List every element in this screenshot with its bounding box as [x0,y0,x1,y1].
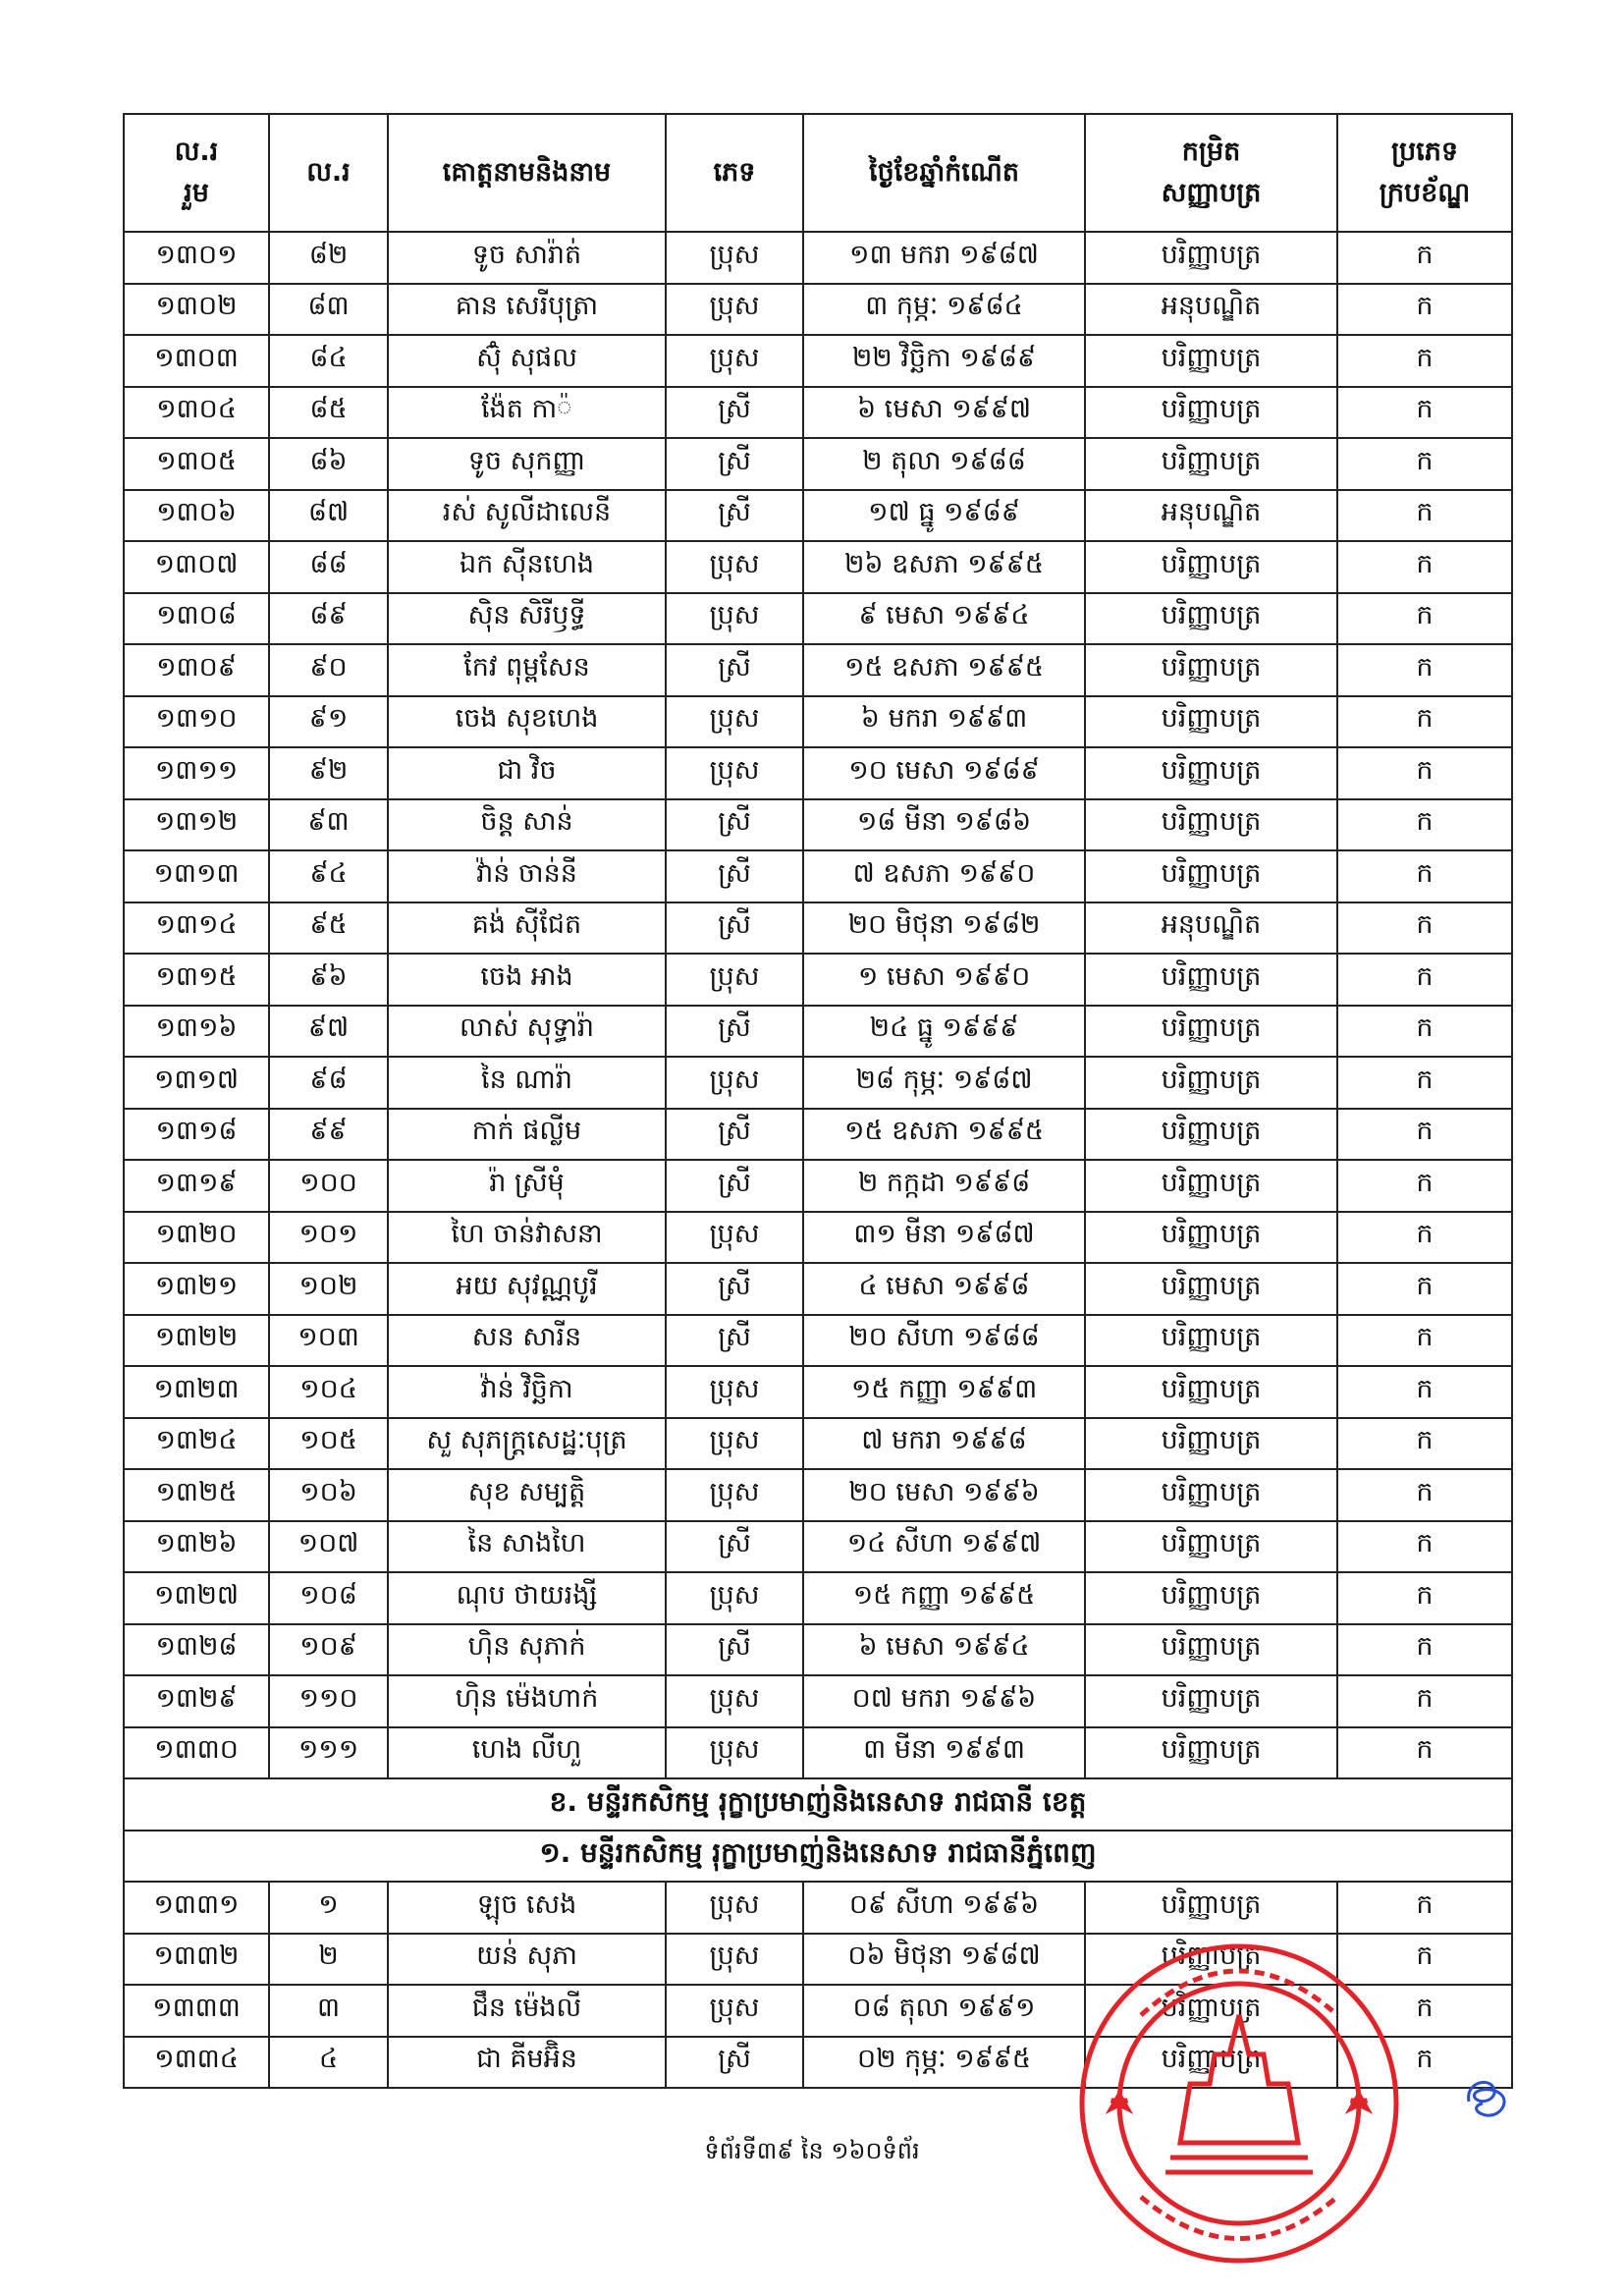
cell-no: ១០៦ [269,1469,388,1521]
table-row [124,1212,1512,1264]
cell-degree: បរិញ្ញាបត្រ [1085,1263,1337,1315]
cell-degree: បរិញ្ញាបត្រ [1085,1675,1337,1727]
table-row [124,232,1512,284]
cell-framework: ក [1337,1418,1512,1470]
cell-birth-date: ០៨ តុលា ១៩៩១ [803,1985,1085,2037]
cell-sex: ស្រី [666,850,803,902]
cell-sex: ប្រុស [666,1934,803,1986]
cell-birth-date: ៦ មករា ១៩៩៣ [803,696,1085,748]
table-row [124,1109,1512,1161]
cell-degree: បរិញ្ញាបត្រ [1085,1882,1337,1934]
cell-name: ហៃ ចាន់វាសនា [388,1212,666,1264]
cell-degree: អនុបណ្ឌិត [1085,284,1337,336]
cell-degree: បរិញ្ញាបត្រ [1085,1572,1337,1624]
cell-birth-date: ០៧ មករា ១៩៩៦ [803,1675,1085,1727]
cell-name: សួ សុភក្រ្តសេដ្ឋៈបុត្រ [388,1418,666,1470]
cell-name: ចេង សុខហេង [388,696,666,748]
cell-birth-date: ៧ មករា ១៩៩៨ [803,1418,1085,1470]
cell-framework: ក [1337,387,1512,439]
cell-overall-no: ១៣៣១ [124,1882,269,1934]
cell-framework: ក [1337,1521,1512,1573]
cell-birth-date: ៦ មេសា ១៩៩៤ [803,1624,1085,1676]
cell-sex: ស្រី [666,799,803,851]
cell-sex: ប្រុស [666,284,803,336]
cell-name: លាស់ សុទ្ធារ៉ា [388,1006,666,1058]
cell-degree: បរិញ្ញាបត្រ [1085,696,1337,748]
cell-name: ហេង លីហួ [388,1727,666,1779]
cell-name: កាក់ ផល្លីម [388,1109,666,1161]
cell-birth-date: ៧ ឧសភា ១៩៩០ [803,850,1085,902]
cell-degree: បរិញ្ញាបត្រ [1085,644,1337,696]
cell-sex: ប្រុស [666,1469,803,1521]
cell-overall-no: ១៣៣៣ [124,1985,269,2037]
cell-overall-no: ១៣២៣ [124,1366,269,1418]
section-row-sub [124,1831,1512,1883]
table-row [124,1418,1512,1470]
cell-sex: ស្រី [666,1109,803,1161]
cell-overall-no: ១៣៣៤ [124,2037,269,2089]
cell-overall-no: ១៣១៧ [124,1057,269,1109]
cell-birth-date: ១៤ សីហា ១៩៩៧ [803,1521,1085,1573]
table-row [124,541,1512,593]
cell-sex: ប្រុស [666,1675,803,1727]
cell-no: ១១០ [269,1675,388,1727]
cell-degree: បរិញ្ញាបត្រ [1085,1418,1337,1470]
cell-framework: ក [1337,1006,1512,1058]
table-row [124,1469,1512,1521]
table-row [124,1572,1512,1624]
cell-birth-date: ១៥ ឧសភា ១៩៩៥ [803,644,1085,696]
cell-framework: ក [1337,799,1512,851]
cell-no: ៩៣ [269,799,388,851]
cell-birth-date: ៣ កុម្ភៈ ១៩៨៤ [803,284,1085,336]
cell-name: ជា គីមអ៊ិន [388,2037,666,2089]
cell-birth-date: ៣១ មីនា ១៩៨៧ [803,1212,1085,1264]
cell-overall-no: ១៣១៨ [124,1109,269,1161]
cell-framework: ក [1337,747,1512,799]
cell-no: ៩០ [269,644,388,696]
cell-degree: បរិញ្ញាបត្រ [1085,954,1337,1006]
cell-overall-no: ១៣០៤ [124,387,269,439]
cell-framework: ក [1337,1882,1512,1934]
table-row [124,1366,1512,1418]
cell-no: ៨៨ [269,541,388,593]
cell-birth-date: ៦ មេសា ១៩៩៧ [803,387,1085,439]
header-birth-date: ថ្ងៃខែឆ្នាំកំណើត [803,114,1085,232]
cell-name: គង់ ស៊ីជែត [388,902,666,955]
cell-sex: ស្រី [666,1263,803,1315]
cell-framework: ក [1337,1057,1512,1109]
cell-overall-no: ១៣៣២ [124,1934,269,1986]
cell-sex: ប្រុស [666,335,803,387]
cell-sex: ប្រុស [666,696,803,748]
table-row [124,1006,1512,1058]
cell-framework: ក [1337,232,1512,284]
cell-sex: ស្រី [666,438,803,490]
cell-no: ៨៦ [269,438,388,490]
signature-initials [1461,2072,1516,2125]
cell-no: ១០៧ [269,1521,388,1573]
cell-degree: បរិញ្ញាបត្រ [1085,438,1337,490]
cell-birth-date: ១៥ ឧសភា ១៩៩៥ [803,1109,1085,1161]
cell-framework: ក [1337,902,1512,955]
table-row [124,1263,1512,1315]
cell-no: ៨៩ [269,593,388,645]
cell-degree: អនុបណ្ឌិត [1085,902,1337,955]
cell-no: ៨៥ [269,387,388,439]
cell-overall-no: ១៣១៤ [124,902,269,955]
cell-degree: បរិញ្ញាបត្រ [1085,1057,1337,1109]
cell-name: ស៊ិន សិរីឫទ្ធី [388,593,666,645]
page-number: ទំព័រទី៣៩ នៃ ១៦០ទំព័រ [704,2137,920,2164]
cell-sex: ប្រុស [666,954,803,1006]
cell-name: ង៉ែត កា៉ [388,387,666,439]
cell-name: ទូច សុកញ្ញា [388,438,666,490]
cell-no: ១០១ [269,1212,388,1264]
cell-framework: ក [1337,1160,1512,1212]
cell-framework: ក [1337,2037,1512,2089]
cell-framework: ក [1337,1624,1512,1676]
cell-no: ៩៥ [269,902,388,955]
angkor-temple-icon [1180,2015,1298,2143]
cell-degree: បរិញ្ញាបត្រ [1085,1315,1337,1367]
cell-name: ចេង អាង [388,954,666,1006]
cell-degree: បរិញ្ញាបត្រ [1085,1006,1337,1058]
cell-sex: ស្រី [666,1521,803,1573]
cell-name: ឡុច សេង [388,1882,666,1934]
cell-degree: បរិញ្ញាបត្រ [1085,850,1337,902]
cell-no: ៨៧ [269,490,388,542]
header-no: ល.រ [269,114,388,232]
cell-no: ៩៨ [269,1057,388,1109]
cell-sex: ប្រុស [666,593,803,645]
header-degree: កម្រិត សញ្ញាបត្រ [1085,114,1337,232]
table-row [124,1160,1512,1212]
header-overall-no: ល.រ រួម [124,114,269,232]
cell-birth-date: ៩ មេសា ១៩៩៤ [803,593,1085,645]
cell-name: សុខ សម្បត្តិ [388,1469,666,1521]
personnel-table [123,113,1513,2089]
table-row [124,1727,1512,1779]
cell-name: រស់ សូលីដាលេនី [388,490,666,542]
official-seal-stamp [1072,1937,1406,2270]
table-row [124,799,1512,851]
cell-sex: ស្រី [666,902,803,955]
table-row [124,644,1512,696]
cell-birth-date: ០៩ សីហា ១៩៩៦ [803,1882,1085,1934]
cell-birth-date: ២៤ ធ្នូ ១៩៩៩ [803,1006,1085,1058]
cell-framework: ក [1337,438,1512,490]
cell-sex: ស្រី [666,1006,803,1058]
cell-name: នៃ ណារ៉ា [388,1057,666,1109]
stamp-base-lines [1165,2158,1313,2172]
cell-sex: ប្រុស [666,1418,803,1470]
cell-overall-no: ១៣១១ [124,747,269,799]
cell-framework: ក [1337,335,1512,387]
cell-framework: ក [1337,1572,1512,1624]
section-title-sub: ១. មន្ទីរកសិកម្ម រុក្ខាប្រមាញ់និងនេសាទ រាជធានីភ្នំពេញ [124,1831,1512,1883]
cell-sex: ប្រុស [666,1366,803,1418]
cell-overall-no: ១៣០៩ [124,644,269,696]
table-row [124,850,1512,902]
cell-framework: ក [1337,284,1512,336]
cell-framework: ក [1337,1315,1512,1367]
cell-no: ៩៧ [269,1006,388,1058]
header-framework: ប្រភេទ ក្របខ័ណ្ឌ [1337,114,1512,232]
cell-framework: ក [1337,1109,1512,1161]
cell-overall-no: ១៣២៦ [124,1521,269,1573]
cell-sex: ស្រី [666,490,803,542]
table-row [124,438,1512,490]
cell-no: ២ [269,1934,388,1986]
cell-overall-no: ១៣១៦ [124,1006,269,1058]
cell-birth-date: ២០ មិថុនា ១៩៨២ [803,902,1085,955]
cell-name: កែវ ពុម្ពសែន [388,644,666,696]
cell-framework: ក [1337,541,1512,593]
cell-overall-no: ១៣១៣ [124,850,269,902]
cell-framework: ក [1337,1263,1512,1315]
table-row [124,1675,1512,1727]
cell-no: ៨៤ [269,335,388,387]
cell-no: ៩១ [269,696,388,748]
cell-sex: ប្រុស [666,1727,803,1779]
cell-no: ១ [269,1882,388,1934]
cell-no: ៩៦ [269,954,388,1006]
cell-birth-date: ១០ មេសា ១៩៨៩ [803,747,1085,799]
cell-birth-date: ១៣ មករា ១៩៨៧ [803,232,1085,284]
cell-sex: ប្រុស [666,747,803,799]
cell-degree: បរិញ្ញាបត្រ [1085,232,1337,284]
cell-sex: ប្រុស [666,232,803,284]
table-row [124,284,1512,336]
cell-birth-date: ២៨ កុម្ភៈ ១៩៨៧ [803,1057,1085,1109]
cell-name: គាន សេរីបុត្រា [388,284,666,336]
cell-degree: បរិញ្ញាបត្រ [1085,2037,1337,2089]
cell-no: ១១១ [269,1727,388,1779]
table-row [124,696,1512,748]
cell-degree: បរិញ្ញាបត្រ [1085,541,1337,593]
cell-framework: ក [1337,1675,1512,1727]
cell-name: ទូច សារ៉ាត់ [388,232,666,284]
cell-overall-no: ១៣៣០ [124,1727,269,1779]
cell-degree: អនុបណ្ឌិត [1085,490,1337,542]
cell-degree: បរិញ្ញាបត្រ [1085,387,1337,439]
cell-degree: បរិញ្ញាបត្រ [1085,1212,1337,1264]
cell-degree: បរិញ្ញាបត្រ [1085,799,1337,851]
cell-framework: ក [1337,1366,1512,1418]
cell-no: ៨២ [269,232,388,284]
cell-sex: ប្រុស [666,1985,803,2037]
cell-degree: បរិញ្ញាបត្រ [1085,1160,1337,1212]
cell-name: នៃ សាងហៃ [388,1521,666,1573]
header-name: គោត្តនាមនិងនាម [388,114,666,232]
cell-name: យន់ សុភា [388,1934,666,1986]
cell-name: ហ៊ិន ម៉េងហាក់ [388,1675,666,1727]
cell-sex: ស្រី [666,644,803,696]
cell-name: ជឹន ម៉េងលី [388,1985,666,2037]
cell-sex: ប្រុស [666,1212,803,1264]
cell-name: អយ សុវណ្ណបូរី [388,1263,666,1315]
cell-overall-no: ១៣២៥ [124,1469,269,1521]
cell-framework: ក [1337,593,1512,645]
cell-degree: បរិញ្ញាបត្រ [1085,335,1337,387]
cell-overall-no: ១៣០៧ [124,541,269,593]
cell-no: ១០០ [269,1160,388,1212]
cell-name: សន សារីន [388,1315,666,1367]
cell-degree: បរិញ្ញាបត្រ [1085,1109,1337,1161]
cell-birth-date: ១៨ មីនា ១៩៨៦ [803,799,1085,851]
cell-no: ១០៩ [269,1624,388,1676]
table-row [124,1057,1512,1109]
cell-overall-no: ១៣០២ [124,284,269,336]
cell-sex: ប្រុស [666,541,803,593]
cell-sex: ប្រុស [666,1882,803,1934]
table-row [124,747,1512,799]
cell-sex: ស្រី [666,387,803,439]
cell-overall-no: ១៣០១ [124,232,269,284]
cell-no: ៣ [269,1985,388,2037]
cell-birth-date: ២០ សីហា ១៩៨៨ [803,1315,1085,1367]
cell-sex: ប្រុស [666,1057,803,1109]
cell-birth-date: ១៧ ធ្នូ ១៩៨៩ [803,490,1085,542]
cell-degree: បរិញ្ញាបត្រ [1085,1624,1337,1676]
table-row [124,1315,1512,1367]
cell-name: វ៉ាន់ វិច្ឆិកា [388,1366,666,1418]
cell-name: ណុប ថាយរង្សី [388,1572,666,1624]
cell-framework: ក [1337,1469,1512,1521]
cell-birth-date: ២ កក្កដា ១៩៩៨ [803,1160,1085,1212]
cell-name: វ៉ាន់ ចាន់នី [388,850,666,902]
cell-overall-no: ១៣០៣ [124,335,269,387]
table-row [124,1882,1512,1934]
table-row [124,954,1512,1006]
table-row [124,593,1512,645]
cell-no: ៩៤ [269,850,388,902]
stamp-star-right-icon [1351,2095,1367,2108]
cell-overall-no: ១៣២២ [124,1315,269,1367]
cell-name: ហ៊ិន សុភាក់ [388,1624,666,1676]
cell-birth-date: ១៥ កញ្ញា ១៩៩៥ [803,1572,1085,1624]
section-title-main: ខ. មន្ទីរកសិកម្ម រុក្ខាប្រមាញ់និងនេសាទ រាជធានី ខេត្ត [124,1778,1512,1831]
cell-framework: ក [1337,696,1512,748]
cell-no: ១០៤ [269,1366,388,1418]
cell-sex: ស្រី [666,1315,803,1367]
cell-no: ៩៩ [269,1109,388,1161]
table-header-row [124,114,1512,232]
cell-birth-date: ៤ មេសា ១៩៩៨ [803,1263,1085,1315]
stamp-top-lettering [1141,1971,1337,2015]
cell-framework: ក [1337,490,1512,542]
cell-framework: ក [1337,1212,1512,1264]
cell-birth-date: ១៥ កញ្ញា ១៩៩៣ [803,1366,1085,1418]
cell-birth-date: ២០ មេសា ១៩៩៦ [803,1469,1085,1521]
cell-overall-no: ១៣២០ [124,1212,269,1264]
cell-no: ១០៨ [269,1572,388,1624]
cell-degree: បរិញ្ញាបត្រ [1085,593,1337,645]
cell-name: ឯក ស៊ីនហេង [388,541,666,593]
cell-degree: បរិញ្ញាបត្រ [1085,1727,1337,1779]
cell-overall-no: ១៣០៥ [124,438,269,490]
cell-overall-no: ១៣០៨ [124,593,269,645]
cell-overall-no: ១៣១០ [124,696,269,748]
cell-sex: ស្រី [666,1624,803,1676]
cell-degree: បរិញ្ញាបត្រ [1085,1985,1337,2037]
cell-birth-date: ២ តុលា ១៩៨៨ [803,438,1085,490]
cell-birth-date: ១ មេសា ១៩៩០ [803,954,1085,1006]
stamp-star-left-icon [1111,2095,1127,2108]
cell-sex: ស្រី [666,1160,803,1212]
cell-overall-no: ១៣១២ [124,799,269,851]
cell-name: រ៉ា ស្រីមុំ [388,1160,666,1212]
cell-name: ស៊ុំ សុផល [388,335,666,387]
cell-overall-no: ១៣០៦ [124,490,269,542]
stamp-outer-ring [1082,1946,1396,2261]
cell-overall-no: ១៣១៥ [124,954,269,1006]
cell-framework: ក [1337,1934,1512,1986]
cell-degree: បរិញ្ញាបត្រ [1085,1469,1337,1521]
cell-framework: ក [1337,1985,1512,2037]
cell-no: ១០៥ [269,1418,388,1470]
table-section-headers [124,1778,1512,1882]
cell-no: ៨៣ [269,284,388,336]
cell-degree: បរិញ្ញាបត្រ [1085,1521,1337,1573]
section-row-main [124,1778,1512,1831]
cell-sex: ប្រុស [666,1572,803,1624]
cell-name: ចិន្ត សាន់ [388,799,666,851]
header-sex: ភេទ [666,114,803,232]
table-body-main [124,232,1512,1778]
cell-overall-no: ១៣២៤ [124,1418,269,1470]
cell-framework: ក [1337,1727,1512,1779]
cell-degree: បរិញ្ញាបត្រ [1085,747,1337,799]
cell-birth-date: ២៦ ឧសភា ១៩៩៥ [803,541,1085,593]
table-row [124,490,1512,542]
cell-degree: បរិញ្ញាបត្រ [1085,1934,1337,1986]
cell-framework: ក [1337,850,1512,902]
table-row [124,1624,1512,1676]
table-row [124,387,1512,439]
cell-no: ១០២ [269,1263,388,1315]
cell-framework: ក [1337,954,1512,1006]
cell-birth-date: ៣ មីនា ១៩៩៣ [803,1727,1085,1779]
cell-birth-date: ០៦ មិថុនា ១៩៨៧ [803,1934,1085,1986]
table-row [124,902,1512,955]
cell-name: ជា វិច [388,747,666,799]
cell-birth-date: ០២ កុម្ភៈ ១៩៩៥ [803,2037,1085,2089]
cell-overall-no: ១៣២៨ [124,1624,269,1676]
cell-no: ១០៣ [269,1315,388,1367]
cell-overall-no: ១៣២៩ [124,1675,269,1727]
cell-birth-date: ២២ វិច្ឆិកា ១៩៨៩ [803,335,1085,387]
cell-no: ៤ [269,2037,388,2089]
cell-sex: ស្រី [666,2037,803,2089]
cell-no: ៩២ [269,747,388,799]
table-row [124,1521,1512,1573]
table-row [124,335,1512,387]
cell-overall-no: ១៣២១ [124,1263,269,1315]
cell-framework: ក [1337,644,1512,696]
cell-degree: បរិញ្ញាបត្រ [1085,1366,1337,1418]
cell-overall-no: ១៣២៧ [124,1572,269,1624]
cell-overall-no: ១៣១៩ [124,1160,269,1212]
